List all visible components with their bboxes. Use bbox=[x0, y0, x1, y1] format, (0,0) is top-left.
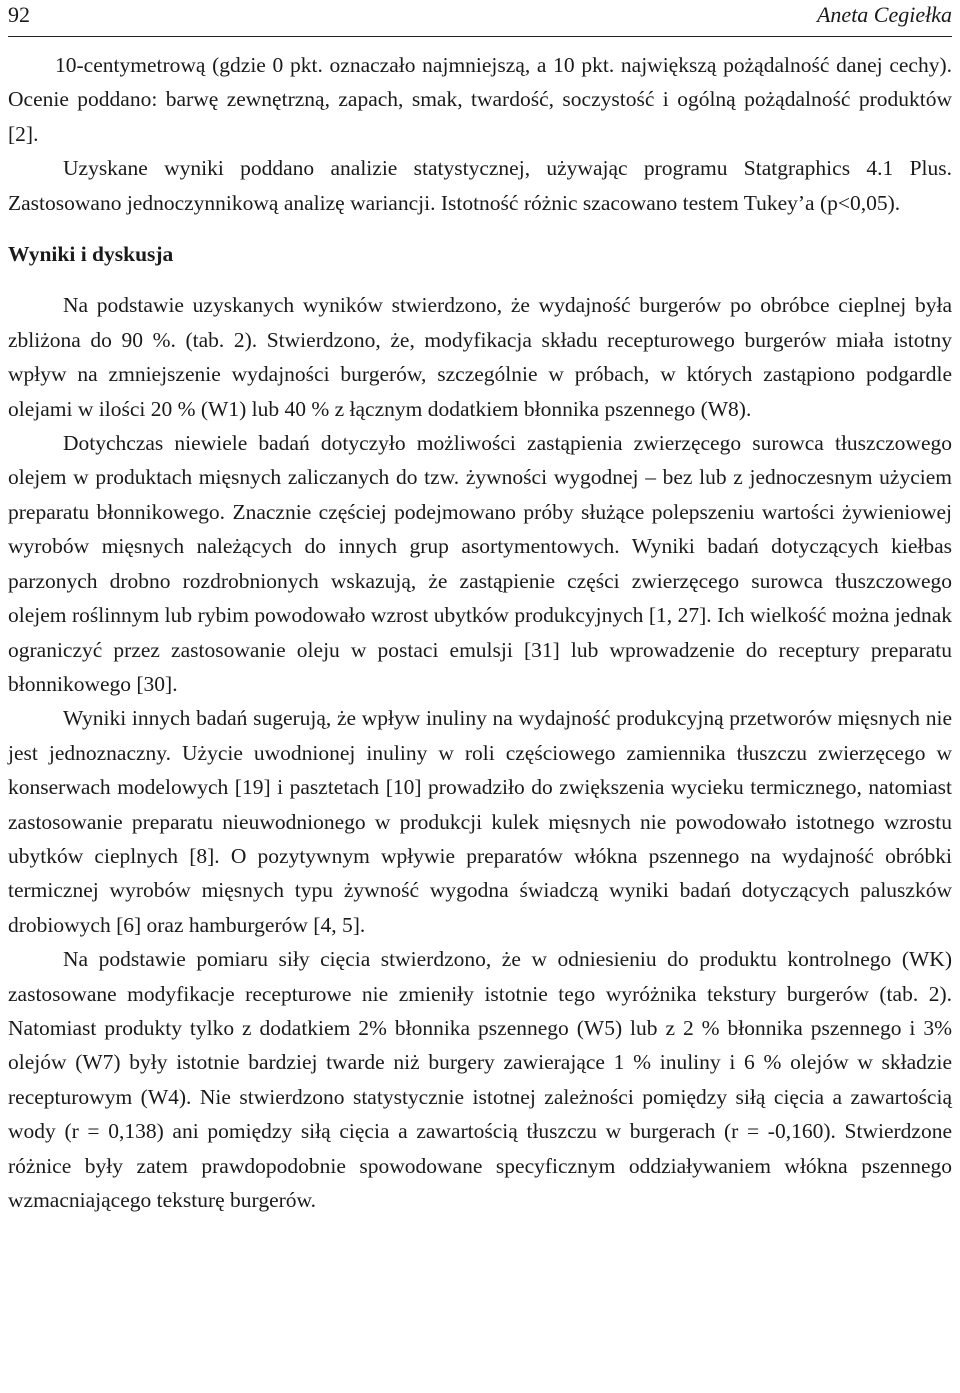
paragraph: Na podstawie uzyskanych wyników stwierdzono, że wydajność burgerów po obróbce cieplnej była zbliżona do 90 %. (tab. 2). Stwierdzono, że, modyfikacja składu recepturowego burgerów miała istotny wpływ na zmniejszenie wydajności burgerów, szczególnie w próbach, w których zastąpiono podgardle olejami w ilości 20 % (W1) lub 40 % z łącznym dodatkiem błonnika pszennego (W8). bbox=[8, 293, 952, 421]
paragraph: Na podstawie pomiaru siły cięcia stwierdzono, że w odniesieniu do produktu kontrolnego (WK) zastosowane modyfikacje recepturowe nie zmieniły istotnie tego wyróżnika tekstury burgerów (tab. 2). Natomiast produkty tylko z dodatkiem 2% błonnika pszennego (W5) lub z 2 % błonnika pszennego i 3% olejów (W7) były istotnie bardziej twarde niż burgery zawierające 1 % inuliny i 6 % olejów w składzie recepturowym (W4). Nie stwierdzono statystycznie istotnej zależności pomiędzy siłą cięcia a zawartością wody (r = 0,138) ani pomiędzy siłą cięcia a zawartością tłuszczu w burgerach (r = -0,160). Stwierdzone różnice były zatem prawdopodobnie spowodowane specyficznym oddziaływaniem włókna pszennego wzmacniającego teksturę burgerów. bbox=[8, 947, 952, 1212]
paragraph: Wyniki innych badań sugerują, że wpływ inuliny na wydajność produkcyjną przetworów mięsnych nie jest jednoznaczny. Użycie uwodnionej inuliny w roli częściowego zamiennika tłuszczu zwierzęcego w konserwach modelowych [19] i pasztetach [10] prowadziło do zwiększenia wycieku termicznego, natomiast zastosowanie preparatu nieuwodnionego w produkcji kulek mięsnych nie powodowało istotnego wzrostu ubytków cieplnych [8]. O pozytywnym wpływie preparatów włókna pszennego na wydajność obróbki termicznej wyrobów mięsnych typu żywność wygodna świadczą wyniki badań dotyczących paluszków drobiowych [6] oraz hamburgerów [4, 5]. bbox=[8, 706, 952, 937]
paragraph: Uzyskane wyniki poddano analizie statystycznej, używając programu Statgraphics 4.1 Plus. Zastosowano jednoczynnikową analizę wariancji. Istotność różnic szacowano testem Tukey’a (p<0,05). bbox=[8, 156, 952, 215]
section-heading: Wyniki i dyskusja bbox=[8, 242, 174, 267]
paragraph: Dotychczas niewiele badań dotyczyło możliwości zastąpienia zwierzęcego surowca tłuszczowego olejem w produktach mięsnych zaliczanych do tzw. żywności wygodnej – bez lub z jednoczesnym użyciem preparatu błonnikowego. Znacznie częściej podejmowano próby służące polepszeniu wartości żywieniowej wyrobów mięsnych należących do innych grup asortymentowych. Wyniki badań dotyczących kiełbas parzonych drobno rozdrobnionych wskazują, że zastąpienie części zwierzęcego surowca tłuszczowego olejem roślinnym lub rybim powodowało wzrost ubytków produkcyjnych [1, 27]. Ich wielkość można jednak ograniczyć przez zastosowanie oleju w postaci emulsji [31] lub wprowadzenie do receptury preparatu błonnikowego [30]. bbox=[8, 431, 952, 696]
paragraph: 10-centymetrową (gdzie 0 pkt. oznaczało najmniejszą, a 10 pkt. największą pożądalność danej cechy). Ocenie poddano: barwę zewnętrzną, zapach, smak, twardość, soczystość i ogólną pożądalność produktów [2]. bbox=[8, 53, 952, 146]
page-number: 92 bbox=[8, 2, 30, 27]
running-head-author: Aneta Cegiełka bbox=[816, 2, 952, 27]
page-body bbox=[8, 48, 952, 1217]
running-header bbox=[8, 0, 952, 37]
